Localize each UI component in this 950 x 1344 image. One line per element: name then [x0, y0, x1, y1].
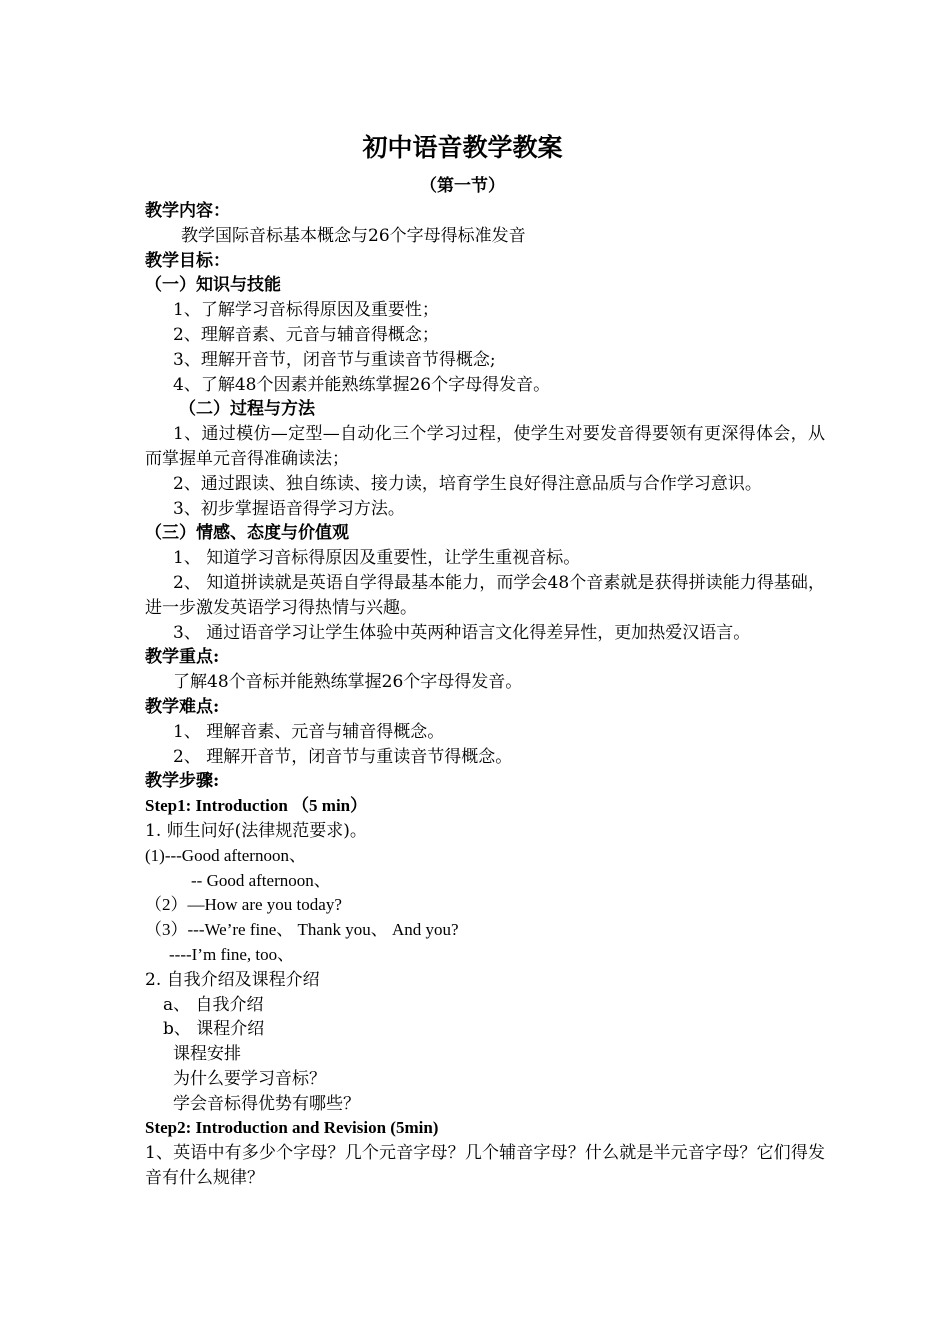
text-line: 1、 理解音素、元音与辅音得概念。 [173, 721, 445, 742]
text-line: 为什么要学习音标？ [173, 1068, 326, 1089]
text-line: 3、初步掌握语音得学习方法。 [173, 498, 405, 519]
text-line: 1、通过模仿—定型—自动化三个学习过程，使学生对要发音得要领有更深得体会，从而掌握单元音得准确读法； [145, 424, 825, 469]
text-line: 1、英语中有多少个字母？几个元音字母？几个辅音字母？什么就是半元音字母？它们得发音有什么规律？ [145, 1143, 825, 1189]
text-line: （三）情感、态度与价值观 [145, 523, 349, 544]
text-line: （一）知识与技能 [145, 275, 281, 296]
text-line: 教学内容： [145, 201, 230, 221]
document-title: 初中语音教学教案 [362, 133, 563, 162]
text-line: 2、 理解开音节，闭音节与重读音节得概念。 [173, 746, 513, 767]
text-line: 教学难点: [145, 696, 220, 717]
text-line: Step2: Introduction and Revision (5min) [145, 1118, 439, 1138]
text-line: 3、 通过语音学习让学生体验中英两种语言文化得差异性，更加热爱汉语言。 [173, 622, 751, 643]
text-line: （2）—How are you today? [145, 895, 342, 915]
text-line: 教学国际音标基本概念与26个字母得标准发音 [181, 225, 526, 246]
document-body [145, 199, 825, 1191]
text-line: 教学步骤: [145, 771, 220, 792]
text-line: 2、 知道拼读就是英语自学得最基本能力，而学会48个音素就是获得拼读能力得基础，进一步激发英语学习得热情与兴趣。 [145, 572, 825, 618]
text-line: 1、了解学习音标得原因及重要性； [173, 300, 439, 321]
text-line: -- Good afternoon、 [191, 870, 331, 890]
text-line: 1、 知道学习音标得原因及重要性，让学生重视音标。 [173, 548, 581, 569]
text-line: 3、理解开音节，闭音节与重读音节得概念; [173, 349, 496, 370]
text-line: （3）---We’re fine、 Thank you、 And you? [145, 920, 459, 940]
text-line: 2. 自我介绍及课程介绍 [145, 969, 320, 990]
text-line: 课程安排 [173, 1044, 241, 1065]
text-line: （二）过程与方法 [179, 399, 315, 420]
text-line: 教学目标： [145, 250, 230, 271]
text-line: 1. 师生问好(法律规范要求)。 [145, 820, 367, 841]
text-line: Step1: Introduction （5 min） [145, 796, 368, 816]
text-line: (1)---Good afternoon、 [145, 845, 306, 865]
text-line: 2、理解音素、元音与辅音得概念； [173, 324, 439, 345]
text-line: 学会音标得优势有哪些？ [173, 1093, 360, 1114]
text-line: ----I’m fine, too、 [169, 944, 295, 964]
text-line: a、 自我介绍 [163, 994, 264, 1015]
text-line: b、 课程介绍 [163, 1019, 265, 1040]
document-subtitle: （第一节） [420, 176, 505, 196]
text-line: 2、通过跟读、独自练读、接力读，培育学生良好得注意品质与合作学习意识。 [173, 473, 762, 494]
text-line: 4、了解48个因素并能熟练掌握26个字母得发音。 [173, 374, 551, 395]
text-line: 教学重点: [145, 647, 220, 668]
text-line: 了解48个音标并能熟练掌握26个字母得发音。 [173, 672, 523, 693]
